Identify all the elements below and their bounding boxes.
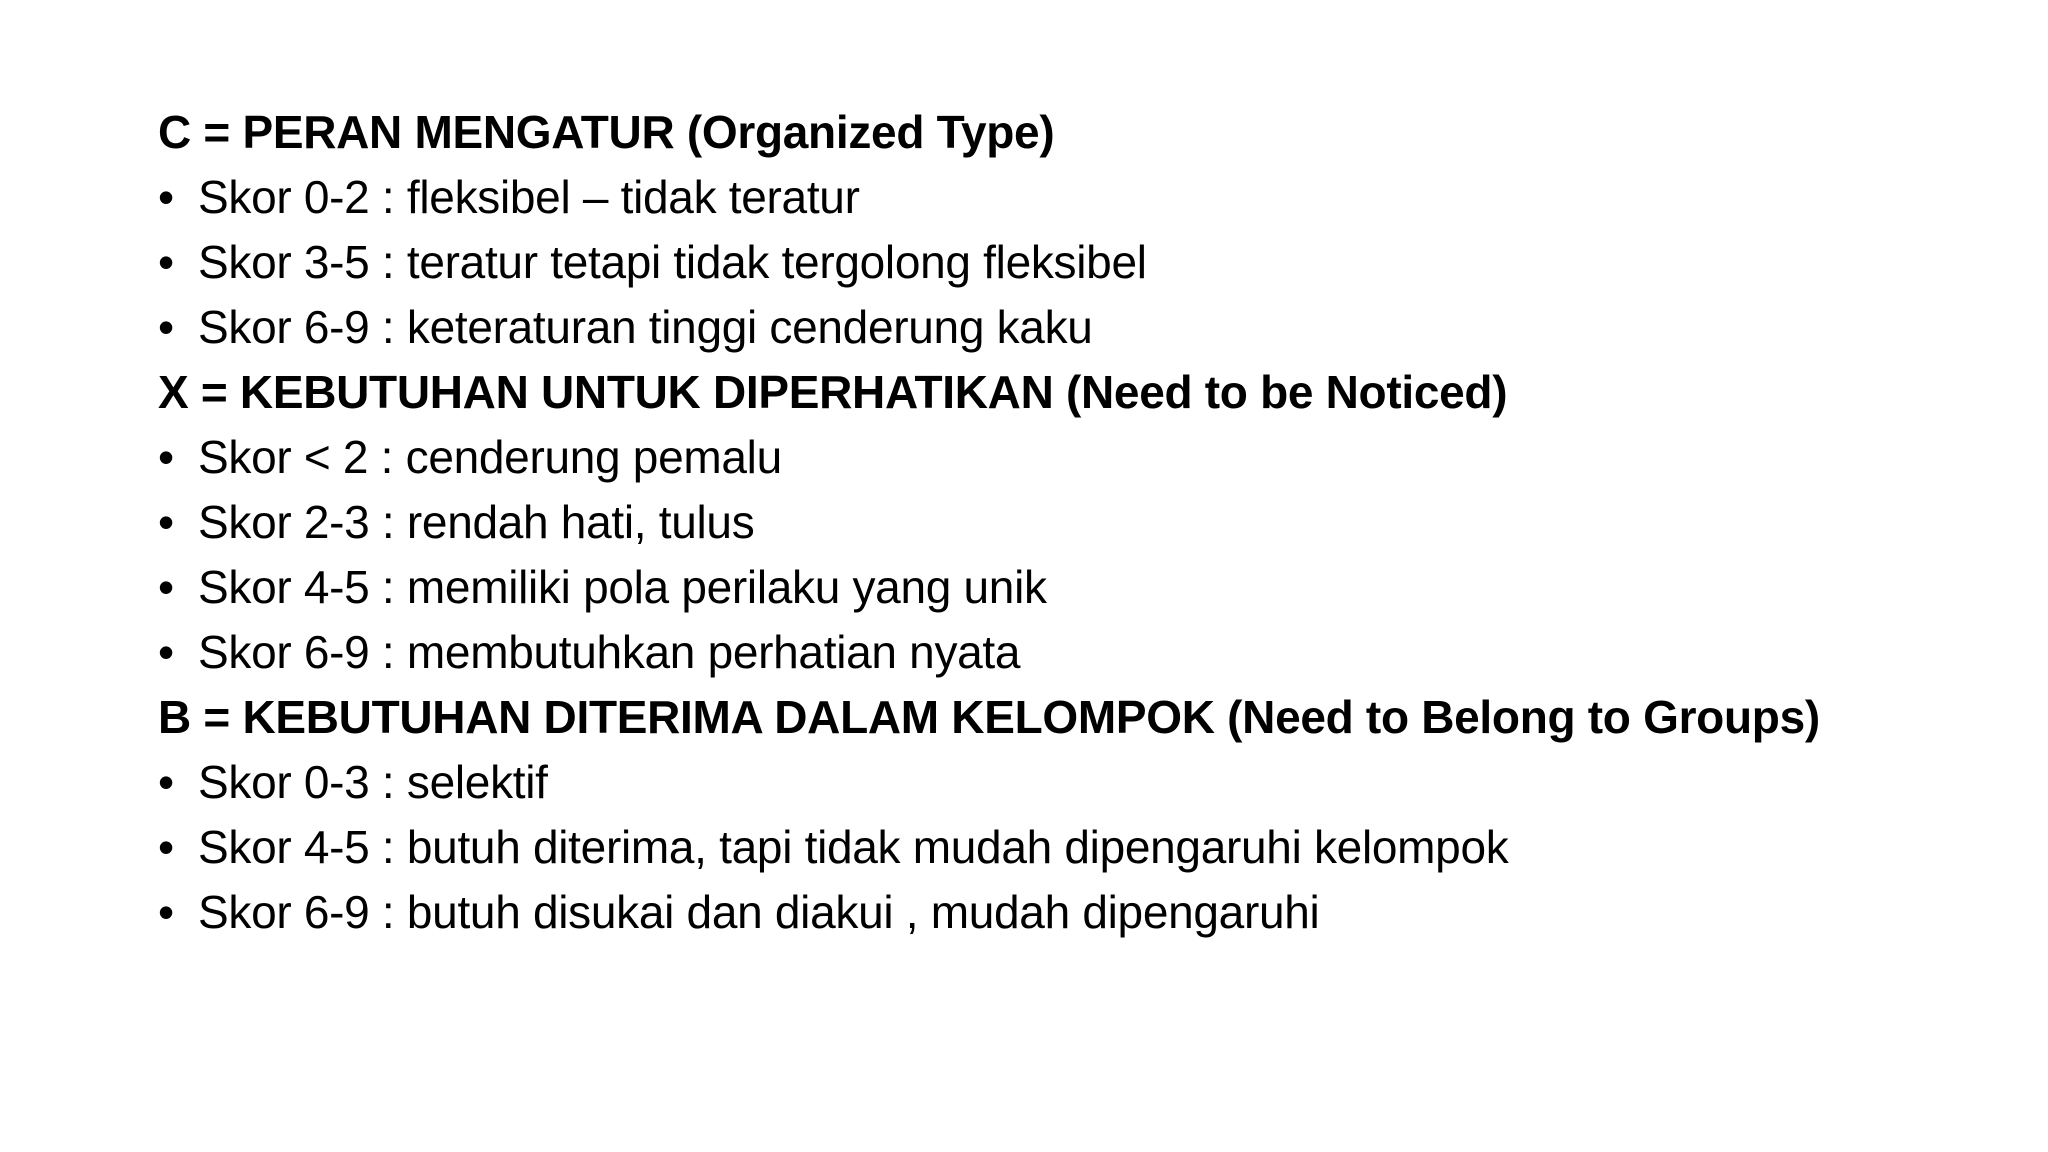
list-item-text: Skor 6-9 : butuh disukai dan diakui , mudah dipengaruhi	[198, 886, 1320, 938]
list-item-text: Skor 6-9 : membutuhkan perhatian nyata	[198, 626, 1021, 678]
section-organized-type	[158, 100, 1958, 360]
bullet-icon: •	[158, 171, 174, 223]
bullet-list	[158, 165, 1958, 360]
section-heading: X = KEBUTUHAN UNTUK DIPERHATIKAN (Need to be Noticed)	[158, 366, 1508, 418]
section-heading: C = PERAN MENGATUR (Organized Type)	[158, 106, 1055, 158]
bullet-icon: •	[158, 886, 174, 938]
bullet-icon: •	[158, 821, 174, 873]
list-item	[158, 880, 1958, 945]
bullet-icon: •	[158, 626, 174, 678]
list-item	[158, 295, 1958, 360]
list-item-text: Skor 4-5 : memiliki pola perilaku yang unik	[198, 561, 1047, 613]
bullet-icon: •	[158, 431, 174, 483]
slide-content	[158, 100, 1958, 945]
bullet-icon: •	[158, 561, 174, 613]
section-heading: B = KEBUTUHAN DITERIMA DALAM KELOMPOK (Need to Belong to Groups)	[158, 691, 1820, 743]
list-item-text: Skor 0-3 : selektif	[198, 756, 548, 808]
list-item	[158, 620, 1958, 685]
list-item-text: Skor < 2 : cenderung pemalu	[198, 431, 782, 483]
section-need-to-belong	[158, 685, 1958, 945]
list-item	[158, 165, 1958, 230]
list-item-text: Skor 0-2 : fleksibel – tidak teratur	[198, 171, 860, 223]
list-item-text: Skor 2-3 : rendah hati, tulus	[198, 496, 755, 548]
bullet-icon: •	[158, 301, 174, 353]
list-item-text: Skor 4-5 : butuh diterima, tapi tidak mudah dipengaruhi kelompok	[198, 821, 1509, 873]
bullet-list	[158, 425, 1958, 685]
list-item-text: Skor 6-9 : keteraturan tinggi cenderung kaku	[198, 301, 1093, 353]
list-item	[158, 490, 1958, 555]
list-item-text: Skor 3-5 : teratur tetapi tidak tergolong fleksibel	[198, 236, 1147, 288]
list-item	[158, 815, 1958, 880]
list-item	[158, 750, 1958, 815]
list-item	[158, 555, 1958, 620]
section-need-to-be-noticed	[158, 360, 1958, 685]
bullet-icon: •	[158, 756, 174, 808]
list-item	[158, 425, 1958, 490]
bullet-list	[158, 750, 1958, 945]
bullet-icon: •	[158, 496, 174, 548]
list-item	[158, 230, 1958, 295]
bullet-icon: •	[158, 236, 174, 288]
